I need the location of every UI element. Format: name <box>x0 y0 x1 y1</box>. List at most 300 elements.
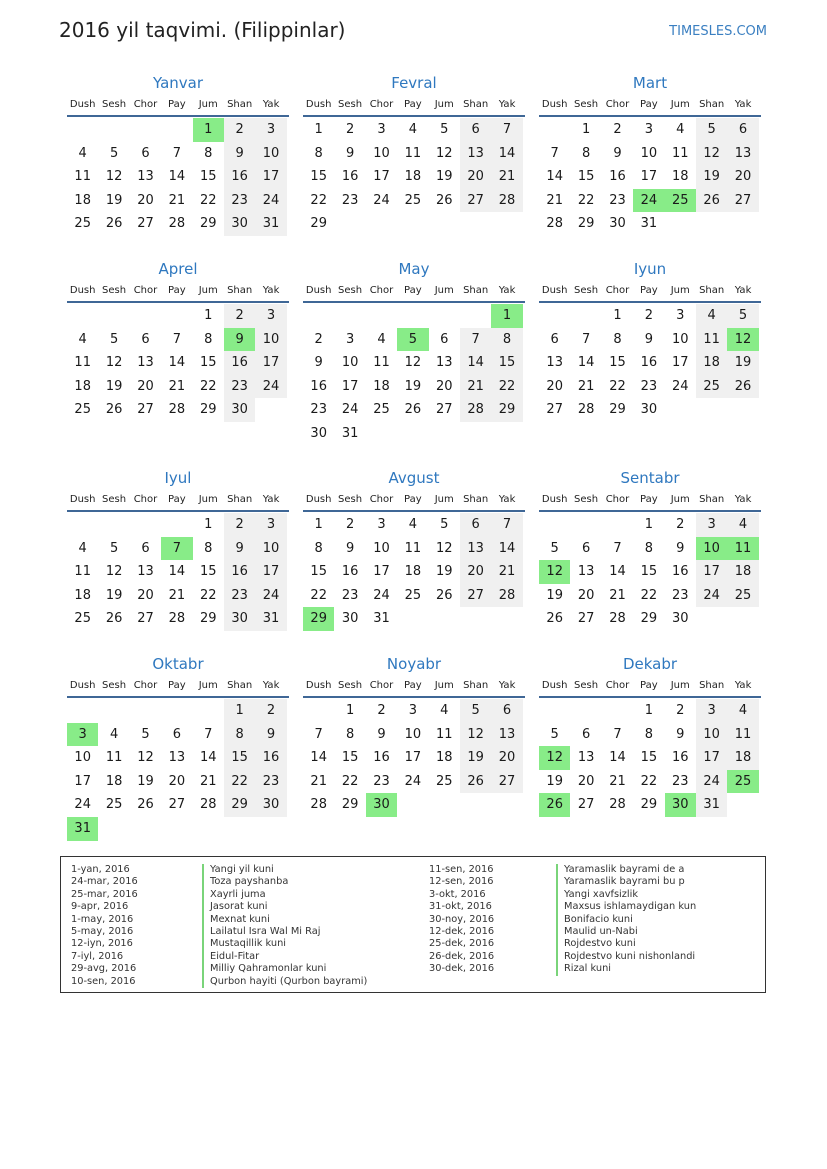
day-cell: 3 <box>676 308 685 323</box>
week-row <box>303 560 525 584</box>
empty-day-cell <box>98 817 129 841</box>
weekday-label: Chor <box>369 679 394 691</box>
weekday-label: Pay <box>168 493 186 505</box>
day-cell: 29 <box>640 797 658 813</box>
day-cell: 8 <box>613 331 622 347</box>
day-cell: 3 <box>255 118 286 142</box>
weekday-label: Jum <box>198 98 218 110</box>
day-cell: 24 <box>373 192 390 208</box>
weekday-label: Jum <box>434 493 454 505</box>
empty-day-cell <box>130 304 161 328</box>
empty-day-cell <box>491 793 522 817</box>
day-cell: 22 <box>491 375 522 399</box>
day-cell: 25 <box>74 402 91 418</box>
day-cell: 25 <box>727 770 758 794</box>
day-cell: 1 <box>224 699 255 723</box>
empty-day-cell <box>602 513 633 537</box>
day-cell: 29 <box>341 797 359 813</box>
holiday-date: 25-mar, 2016 <box>71 888 138 900</box>
day-cell: 19 <box>105 192 123 208</box>
brand-link[interactable]: TIMESLES.COM <box>669 24 767 39</box>
day-cell: 28 <box>491 189 522 213</box>
month-title: Iyul <box>164 469 192 487</box>
day-cell: 23 <box>671 773 689 789</box>
legend-dates-left <box>71 864 138 988</box>
day-cell: 31 <box>341 425 359 441</box>
weekday-header <box>67 489 289 509</box>
day-cell: 11 <box>671 145 689 161</box>
day-cell: 2 <box>255 699 286 723</box>
day-cell: 7 <box>613 540 622 556</box>
day-cell: 3 <box>67 723 98 747</box>
day-cell: 11 <box>404 540 422 556</box>
holiday-date: 3-okt, 2016 <box>429 888 486 900</box>
holiday-name: Rojdestvo kuni <box>556 938 696 950</box>
day-cell: 9 <box>644 331 653 347</box>
day-cell: 16 <box>341 564 359 580</box>
day-cell: 27 <box>168 797 186 813</box>
day-cell: 7 <box>172 145 181 161</box>
day-cell: 10 <box>671 331 689 347</box>
empty-day-cell <box>397 212 428 236</box>
holiday-name: Toza payshanba <box>202 876 367 888</box>
week-row <box>303 513 525 537</box>
week-row <box>539 375 761 399</box>
day-cell: 18 <box>105 773 123 789</box>
day-cell: 11 <box>696 328 727 352</box>
day-cell: 2 <box>224 304 255 328</box>
day-cell: 26 <box>105 611 123 627</box>
day-cell: 5 <box>440 122 449 137</box>
day-cell: 26 <box>105 402 123 418</box>
day-cell: 6 <box>440 331 449 347</box>
day-cell: 19 <box>727 351 758 375</box>
weekday-label: Shan <box>463 493 489 505</box>
week-row <box>303 351 525 375</box>
empty-day-cell <box>334 212 365 236</box>
weekday-label: Dush <box>69 284 96 296</box>
day-cell: 30 <box>255 793 286 817</box>
month-weeks <box>303 698 525 817</box>
weekday-label: Yak <box>262 98 280 110</box>
week-row <box>303 607 525 631</box>
day-cell: 1 <box>345 703 355 718</box>
day-cell: 9 <box>377 726 386 742</box>
empty-day-cell <box>727 212 758 236</box>
weekday-label: Jum <box>670 493 690 505</box>
holiday-date: 12-sen, 2016 <box>429 876 494 888</box>
day-cell: 14 <box>491 142 522 166</box>
month-title: Mart <box>632 74 668 92</box>
day-cell: 1 <box>193 118 224 142</box>
empty-day-cell <box>67 118 98 142</box>
day-cell: 20 <box>491 746 522 770</box>
day-cell: 24 <box>404 773 422 789</box>
day-cell: 11 <box>74 169 91 185</box>
day-cell: 30 <box>609 216 626 232</box>
weekday-label: Yak <box>734 98 752 110</box>
weekday-label: Shan <box>463 98 489 110</box>
day-cell: 16 <box>224 560 255 584</box>
day-cell: 22 <box>310 192 327 208</box>
day-cell: 6 <box>727 118 758 142</box>
empty-day-cell <box>366 212 397 236</box>
day-cell: 14 <box>609 564 626 580</box>
day-cell: 11 <box>105 750 123 766</box>
day-cell: 14 <box>609 750 626 766</box>
day-cell: 19 <box>137 773 154 789</box>
day-cell: 1 <box>644 703 653 718</box>
day-cell: 18 <box>727 746 758 770</box>
day-cell: 30 <box>671 611 689 627</box>
week-row <box>539 513 761 537</box>
week-row <box>67 189 289 213</box>
day-cell: 2 <box>613 122 622 137</box>
day-cell: 17 <box>696 560 727 584</box>
month-aprel <box>67 258 289 422</box>
weekday-label: Yak <box>734 284 752 296</box>
weekday-label: Pay <box>640 98 658 110</box>
weekday-label: Dush <box>305 98 332 110</box>
weekday-label: Shan <box>227 98 253 110</box>
day-cell: 11 <box>373 355 390 371</box>
month-avgust <box>303 467 525 631</box>
day-cell: 6 <box>141 331 150 347</box>
day-cell: 17 <box>404 750 422 766</box>
day-cell: 14 <box>577 355 595 371</box>
day-cell: 15 <box>199 355 217 371</box>
day-cell: 12 <box>137 750 154 766</box>
day-cell: 6 <box>491 699 522 723</box>
day-cell: 22 <box>310 587 327 603</box>
holiday-name: Mustaqillik kuni <box>202 938 367 950</box>
day-cell: 10 <box>640 145 658 161</box>
day-cell: 5 <box>696 118 727 142</box>
weekday-label: Shan <box>227 679 253 691</box>
week-row <box>67 118 289 142</box>
day-cell: 29 <box>491 398 522 422</box>
day-cell: 8 <box>644 540 653 556</box>
month-mart <box>539 72 761 236</box>
week-row <box>67 165 289 189</box>
weekday-label: Jum <box>434 679 454 691</box>
empty-day-cell <box>255 398 286 422</box>
empty-day-cell <box>727 607 758 631</box>
day-cell: 20 <box>546 378 563 394</box>
holiday-name: Lailatul Isra Wal Mi Raj <box>202 926 367 938</box>
day-cell: 17 <box>341 378 359 394</box>
day-cell: 24 <box>341 402 359 418</box>
weekday-label: Dush <box>541 98 568 110</box>
day-cell: 27 <box>577 797 595 813</box>
empty-day-cell <box>602 699 633 723</box>
day-cell: 3 <box>696 699 727 723</box>
day-cell: 28 <box>491 584 522 608</box>
day-cell: 1 <box>581 122 591 137</box>
week-row <box>303 165 525 189</box>
holiday-date: 10-sen, 2016 <box>71 975 136 987</box>
day-cell: 21 <box>609 587 626 603</box>
day-cell: 9 <box>224 537 255 561</box>
weekday-label: Jum <box>198 679 218 691</box>
holiday-name: Maulid un-Nabi <box>556 926 696 938</box>
week-row <box>67 584 289 608</box>
day-cell: 21 <box>546 192 563 208</box>
day-cell: 12 <box>435 145 453 161</box>
empty-day-cell <box>491 422 522 446</box>
week-row <box>67 723 289 747</box>
day-cell: 6 <box>172 726 181 742</box>
day-cell: 4 <box>408 517 417 532</box>
day-cell: 21 <box>168 587 186 603</box>
day-cell: 17 <box>373 564 390 580</box>
day-cell: 18 <box>373 378 390 394</box>
day-cell: 10 <box>341 355 359 371</box>
day-cell: 5 <box>550 726 559 742</box>
weekday-label: Yak <box>498 98 516 110</box>
weekday-label: Sesh <box>102 98 127 110</box>
day-cell: 15 <box>640 750 658 766</box>
day-cell: 8 <box>204 145 213 161</box>
day-cell: 24 <box>671 378 689 394</box>
weekday-label: Chor <box>605 493 630 505</box>
weekday-label: Yak <box>734 493 752 505</box>
holiday-name: Mexnat kuni <box>202 914 367 926</box>
day-cell: 1 <box>204 308 213 323</box>
week-row <box>539 793 761 817</box>
day-cell: 11 <box>727 537 758 561</box>
day-cell: 24 <box>633 189 664 213</box>
day-cell: 23 <box>341 192 359 208</box>
day-cell: 17 <box>373 169 390 185</box>
week-row <box>303 699 525 723</box>
day-cell: 28 <box>546 216 563 232</box>
holiday-date: 30-noy, 2016 <box>429 913 495 925</box>
holiday-date: 1-yan, 2016 <box>71 864 130 875</box>
weekday-label: Chor <box>605 98 630 110</box>
day-cell: 28 <box>577 402 595 418</box>
day-cell: 19 <box>696 165 727 189</box>
day-cell: 3 <box>408 703 417 718</box>
weekday-label: Sesh <box>102 679 127 691</box>
day-cell: 4 <box>78 540 87 556</box>
day-cell: 5 <box>460 699 491 723</box>
week-row <box>539 699 761 723</box>
weekday-label: Pay <box>640 679 658 691</box>
weekday-label: Shan <box>227 493 253 505</box>
day-cell: 1 <box>314 517 323 532</box>
week-row <box>539 560 761 584</box>
weekday-label: Chor <box>133 679 158 691</box>
day-cell: 22 <box>609 378 626 394</box>
day-cell: 8 <box>204 331 213 347</box>
week-row <box>303 746 525 770</box>
day-cell: 16 <box>671 750 689 766</box>
day-cell: 19 <box>460 746 491 770</box>
week-row <box>303 723 525 747</box>
day-cell: 10 <box>373 540 390 556</box>
day-cell: 18 <box>671 169 689 185</box>
month-fevral <box>303 72 525 236</box>
day-cell: 2 <box>676 517 685 532</box>
day-cell: 20 <box>137 587 154 603</box>
day-cell: 26 <box>105 216 123 232</box>
day-cell: 23 <box>224 375 255 399</box>
holiday-name: Yaramaslik bayrami de a <box>556 864 696 876</box>
empty-day-cell <box>539 513 570 537</box>
weekday-label: Sesh <box>574 493 599 505</box>
week-row <box>67 328 289 352</box>
day-cell: 15 <box>310 564 327 580</box>
empty-day-cell <box>98 304 129 328</box>
day-cell: 25 <box>727 584 758 608</box>
day-cell: 7 <box>491 118 522 142</box>
day-cell: 13 <box>137 564 154 580</box>
day-cell: 26 <box>546 611 563 627</box>
week-row <box>539 118 761 142</box>
month-weeks <box>303 117 525 236</box>
empty-day-cell <box>334 304 365 328</box>
day-cell: 18 <box>74 378 91 394</box>
day-cell: 23 <box>609 192 626 208</box>
empty-day-cell <box>665 398 696 422</box>
day-cell: 20 <box>460 560 491 584</box>
day-cell: 6 <box>460 118 491 142</box>
holiday-date: 11-sen, 2016 <box>429 864 494 875</box>
day-cell: 10 <box>255 328 286 352</box>
day-cell: 13 <box>168 750 186 766</box>
week-row <box>539 351 761 375</box>
month-noyabr <box>303 653 525 817</box>
day-cell: 13 <box>546 355 563 371</box>
day-cell: 30 <box>640 402 658 418</box>
weekday-label: Chor <box>369 284 394 296</box>
day-cell: 5 <box>550 540 559 556</box>
day-cell: 27 <box>491 770 522 794</box>
day-cell: 13 <box>577 750 595 766</box>
weekday-header <box>67 280 289 300</box>
day-cell: 2 <box>314 331 323 347</box>
weekday-label: Sesh <box>574 98 599 110</box>
holiday-date: 26-dek, 2016 <box>429 950 495 962</box>
day-cell: 7 <box>314 726 323 742</box>
empty-day-cell <box>224 817 255 841</box>
day-cell: 21 <box>168 192 186 208</box>
empty-day-cell <box>727 398 758 422</box>
day-cell: 26 <box>404 402 422 418</box>
week-row <box>539 537 761 561</box>
day-cell: 23 <box>341 587 359 603</box>
day-cell: 18 <box>404 169 422 185</box>
day-cell: 30 <box>310 425 327 441</box>
day-cell: 20 <box>137 378 154 394</box>
weekday-header <box>539 280 761 300</box>
day-cell: 16 <box>310 378 327 394</box>
empty-day-cell <box>161 699 192 723</box>
day-cell: 23 <box>373 773 390 789</box>
day-cell: 21 <box>609 773 626 789</box>
empty-day-cell <box>491 607 522 631</box>
day-cell: 6 <box>141 540 150 556</box>
weekday-label: Sesh <box>338 284 363 296</box>
weekday-label: Sesh <box>338 679 363 691</box>
day-cell: 20 <box>460 165 491 189</box>
week-row <box>67 699 289 723</box>
day-cell: 29 <box>640 611 658 627</box>
empty-day-cell <box>161 513 192 537</box>
day-cell: 4 <box>78 331 87 347</box>
holiday-name: Milliy Qahramonlar kuni <box>202 963 367 975</box>
day-cell: 14 <box>168 355 186 371</box>
day-cell: 17 <box>255 351 286 375</box>
empty-day-cell <box>429 793 460 817</box>
holiday-date: 9-apr, 2016 <box>71 901 129 913</box>
weekday-label: Chor <box>133 284 158 296</box>
weekday-label: Shan <box>699 679 725 691</box>
empty-day-cell <box>665 212 696 236</box>
day-cell: 24 <box>255 375 286 399</box>
month-title: Sentabr <box>620 469 680 487</box>
weekday-label: Yak <box>734 679 752 691</box>
weekday-label: Shan <box>699 493 725 505</box>
weekday-label: Pay <box>168 98 186 110</box>
weekday-label: Yak <box>262 493 280 505</box>
day-cell: 19 <box>404 378 422 394</box>
holiday-date: 31-okt, 2016 <box>429 901 492 913</box>
day-cell: 6 <box>141 145 150 161</box>
day-cell: 15 <box>640 564 658 580</box>
day-cell: 12 <box>105 355 123 371</box>
day-cell: 29 <box>199 216 217 232</box>
day-cell: 4 <box>727 699 758 723</box>
day-cell: 27 <box>137 402 154 418</box>
weekday-label: Dush <box>541 679 568 691</box>
day-cell: 30 <box>665 793 696 817</box>
day-cell: 16 <box>224 351 255 375</box>
day-cell: 13 <box>435 355 453 371</box>
empty-day-cell <box>193 817 224 841</box>
day-cell: 15 <box>341 750 359 766</box>
day-cell: 30 <box>224 398 255 422</box>
day-cell: 7 <box>491 513 522 537</box>
day-cell: 27 <box>727 189 758 213</box>
day-cell: 14 <box>491 537 522 561</box>
week-row <box>67 746 289 770</box>
day-cell: 23 <box>640 378 658 394</box>
week-row <box>539 723 761 747</box>
weekday-label: Jum <box>670 98 690 110</box>
day-cell: 10 <box>255 142 286 166</box>
month-title: Oktabr <box>152 655 204 673</box>
day-cell: 3 <box>377 517 386 532</box>
day-cell: 8 <box>314 540 323 556</box>
month-title: Aprel <box>158 260 198 278</box>
empty-day-cell <box>130 513 161 537</box>
empty-day-cell <box>98 699 129 723</box>
day-cell: 22 <box>577 192 595 208</box>
weekday-label: Pay <box>404 679 422 691</box>
week-row <box>303 398 525 422</box>
empty-day-cell <box>397 422 428 446</box>
month-weeks <box>539 512 761 631</box>
day-cell: 8 <box>491 328 522 352</box>
day-cell: 27 <box>137 216 154 232</box>
day-cell: 1 <box>613 308 622 323</box>
empty-day-cell <box>539 304 570 328</box>
day-cell: 12 <box>460 723 491 747</box>
empty-day-cell <box>460 422 491 446</box>
weekday-label: Sesh <box>338 98 363 110</box>
